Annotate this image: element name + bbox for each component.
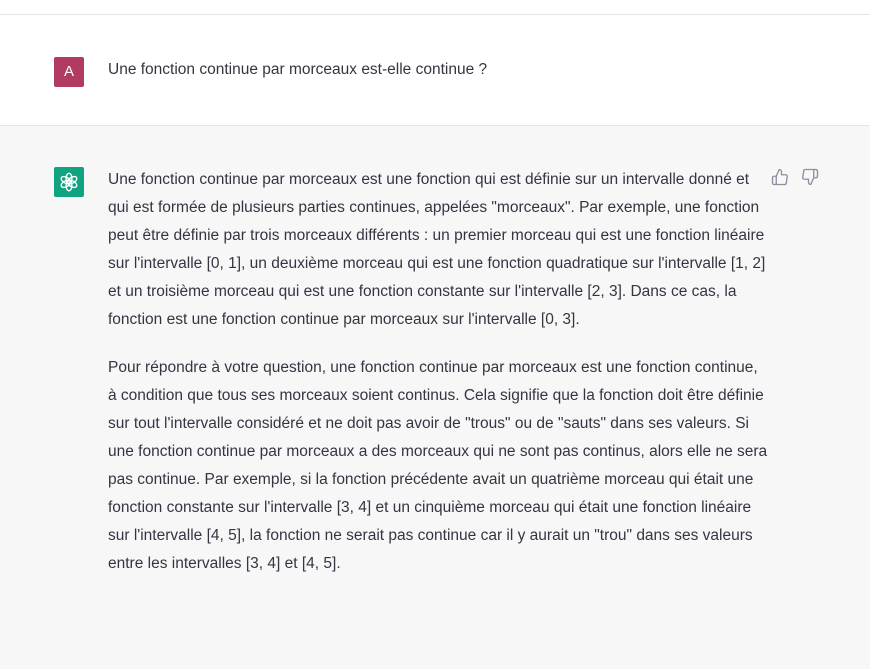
- previous-message-strip: [0, 0, 870, 15]
- assistant-message-block: [0, 126, 870, 669]
- user-message-block: [0, 15, 870, 126]
- user-avatar: A: [54, 57, 84, 87]
- thumbs-down-icon[interactable]: [801, 168, 819, 186]
- answer-paragraph-1: Une fonction continue par morceaux est une fonction qui est définie sur un intervalle donné et qui est formée de plusieurs parties continues, appelées "morceaux". Par exemple, une fonction peut être définie par trois morceaux différents : un premier morceau qui est une fonction linéaire sur l'intervalle [0, 1], un deuxième morceau qui est une fonction quadratique sur l'intervalle [1, 2] et un troisième morceau qui est une fonction constante sur l'intervalle [2, 3]. Dans ce cas, la fonction est une fonction continue par morceaux sur l'intervalle [0, 3].: [108, 171, 766, 328]
- feedback-buttons: [771, 168, 819, 186]
- openai-logo-icon: [54, 167, 84, 197]
- assistant-answer: [108, 166, 770, 598]
- answer-paragraph-2: Pour répondre à votre question, une fonction continue par morceaux est une fonction continue, à condition que tous ses morceaux soient continus. Cela signifie que la fonction doit être définie sur tout l'intervalle considéré et ne doit pas avoir de "trous" ou de "sauts" dans ses valeurs. Si une fonction continue par morceaux a des morceaux qui ne sont pas continus, alors elle ne sera pas continue. Par exemple, si la fonction précédente avait un quatrième morceau qui était une fonction constante sur l'intervalle [3, 4] et un cinquième morceau qui était une fonction linéaire sur l'intervalle [4, 5], la fonction ne serait pas continue car il y aurait un "trou" dans ses valeurs entre les intervalles [3, 4] et [4, 5].: [108, 359, 768, 572]
- user-message-text: Une fonction continue par morceaux est-elle continue ?: [108, 61, 488, 78]
- thumbs-up-icon[interactable]: [771, 168, 789, 186]
